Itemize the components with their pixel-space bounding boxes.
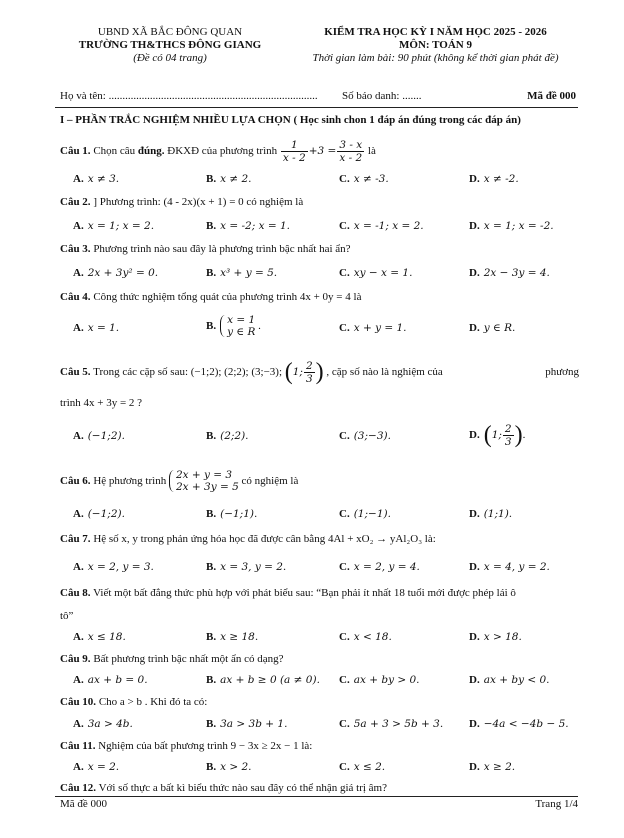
q11-option-a[interactable]: A. x = 2.	[73, 761, 120, 773]
district-name: UBND XÃ BẮC ĐÔNG QUAN	[97, 26, 243, 38]
q6-label: Câu 6.	[60, 475, 91, 487]
q8-option-c[interactable]: C. x < 18.	[339, 631, 392, 643]
q7-option-d[interactable]: D. x = 4, y = 2.	[469, 561, 550, 573]
q6-option-b[interactable]: B. (−1;1).	[206, 508, 258, 520]
q3-option-d[interactable]: D. 2x − 3y = 4.	[469, 267, 550, 279]
q11-label: Câu 11.	[60, 740, 96, 752]
q10-option-c[interactable]: C. 5a + 3 > 5b + 3.	[339, 718, 444, 730]
question-8-line2: tô”	[60, 610, 74, 622]
section-title: I – PHẦN TRẮC NGHIỆM NHIỀU LỰA CHỌN ( Học sinh chon 1 đáp án đúng trong các đáp án)	[60, 114, 521, 126]
student-name-label: Họ và tên: ............................................................................	[60, 90, 318, 102]
q3-label: Câu 3.	[60, 243, 91, 255]
q8-option-a[interactable]: A. x ≤ 18.	[73, 631, 126, 643]
q3-option-c[interactable]: C. xy − x = 1.	[339, 267, 413, 279]
student-info-line	[60, 90, 576, 104]
question-7	[60, 532, 579, 546]
question-4	[60, 290, 579, 304]
q2-option-c[interactable]: C. x = -1; x = 2.	[339, 220, 424, 232]
q5-option-c[interactable]: C. (3;−3).	[339, 430, 391, 442]
q3-option-a[interactable]: A. 2x + 3y² = 0.	[73, 267, 159, 279]
school-name: TRƯỜNG TH&THCS ĐÔNG GIANG	[78, 39, 262, 51]
q2-option-d[interactable]: D. x = 1; x = -2.	[469, 220, 554, 232]
q6-system: 2x + y = 3 2x + 3y = 5	[169, 469, 239, 493]
school-block	[55, 26, 285, 65]
question-9	[60, 652, 579, 666]
exam-header	[55, 26, 584, 76]
q4-option-a[interactable]: A. x = 1.	[73, 322, 120, 334]
q1-end: là	[367, 145, 376, 157]
q8-text: Viết một bất đẳng thức phù hợp với phát biểu sau: “Bạn phải ít nhất 18 tuổi mới được phép lái ô	[90, 587, 516, 599]
q1-option-d[interactable]: D. x ≠ -2.	[469, 173, 519, 185]
q11-option-b[interactable]: B. x > 2.	[206, 761, 252, 773]
q1-option-b[interactable]: B. x ≠ 2.	[206, 173, 252, 185]
q11-option-d[interactable]: D. x ≥ 2.	[469, 761, 516, 773]
q10-option-d[interactable]: D. −4a < −4b − 5.	[469, 718, 569, 730]
question-12	[60, 781, 579, 795]
q5-option-d[interactable]: D. (1; $\frac{2}{3}$ ).	[469, 422, 526, 449]
q6-option-d[interactable]: D. (1;1).	[469, 508, 513, 520]
q9-option-b[interactable]: B. ax + b ≥ 0 (a ≠ 0).	[206, 674, 320, 686]
q1-fraction-1: $\frac{1}{x - 2}$	[282, 138, 306, 164]
page-footer	[60, 798, 578, 812]
q1-mid: +3 =	[308, 145, 337, 157]
q1-bold: đúng.	[137, 145, 165, 157]
subject-name: MÔN: TOÁN 9	[399, 39, 472, 51]
q9-option-d[interactable]: D. ax + by < 0.	[469, 674, 550, 686]
q7-option-b[interactable]: B. x = 3, y = 2.	[206, 561, 287, 573]
q3-option-b[interactable]: B. x³ + y = 5.	[206, 267, 278, 279]
q12-label: Câu 12.	[60, 782, 97, 794]
time-note: Thời gian làm bài: 90 phút (không kể thời gian phát đề)	[312, 52, 559, 64]
q1-option-c[interactable]: C. x ≠ -3.	[339, 173, 389, 185]
q4-label: Câu 4.	[60, 291, 91, 303]
q8-option-d[interactable]: D. x > 18.	[469, 631, 522, 643]
q5-label: Câu 5.	[60, 366, 91, 378]
question-10	[60, 695, 579, 709]
student-id-label: Số báo danh: .......	[342, 90, 422, 102]
q4-option-d[interactable]: D. y ∈ R.	[469, 322, 516, 334]
question-11	[60, 739, 579, 753]
q7-option-c[interactable]: C. x = 2, y = 4.	[339, 561, 420, 573]
q1-option-a[interactable]: A. x ≠ 3.	[73, 173, 120, 185]
q6-option-c[interactable]: C. (1;−1).	[339, 508, 391, 520]
q4-option-b[interactable]: B. x = 1 y ∈ R .	[206, 314, 261, 339]
q2-option-b[interactable]: B. x = -2; x = 1.	[206, 220, 291, 232]
question-2	[60, 195, 579, 209]
footer-divider	[55, 796, 578, 797]
exam-code: Mã đề 000	[527, 90, 576, 102]
q4-text: Công thức nghiệm tổng quát của phương trình 4x + 0y = 4 là	[90, 291, 362, 303]
q5-text: Trong các cặp số sau: (−1;2); (2;2); (3;−3);	[90, 366, 282, 378]
q6-option-a[interactable]: A. (−1;2).	[73, 508, 125, 520]
q1-text2: ĐKXĐ của phương trình	[164, 145, 278, 157]
q8-label: Câu 8.	[60, 587, 91, 599]
q9-option-a[interactable]: A. ax + b = 0.	[73, 674, 148, 686]
question-1	[60, 138, 579, 164]
q1-fraction-2: $\frac{3 - x}{x - 2}$	[339, 138, 363, 164]
q2-text: ] Phương trình: (4 - 2x)(x + 1) = 0 có nghiệm là	[90, 196, 304, 208]
q1-text: Chọn câu	[90, 145, 138, 157]
q9-text: Bất phương trình bậc nhất một ẩn có dạng?	[90, 653, 284, 665]
q4-b-system: x = 1 y ∈ R	[220, 314, 255, 338]
q6-end: có nghiệm là	[241, 475, 299, 487]
q12-text: Với số thực a bất kì biểu thức nào sau đây có thể nhận giá trị âm?	[96, 782, 387, 794]
q7-text: Hệ số x, y trong phản ứng hóa học đã được cân bằng 4Al + xO₂ → yAl₂O₃ là:	[90, 533, 436, 545]
q5-fraction: $\frac{2}{3}$	[305, 359, 313, 385]
question-5: Câu 5. Trong các cặp số sau: (−1;2); (2;2); (3;−3); (1; $\frac{2}{3}$ ) , cặp số nào là nghiệm của phương	[60, 359, 579, 386]
top-divider	[55, 107, 578, 108]
q6-text: Hệ phương trình	[90, 475, 167, 487]
q1-label: Câu 1.	[60, 145, 91, 157]
q5-option-a[interactable]: A. (−1;2).	[73, 430, 125, 442]
question-5-line2: trình 4x + 3y = 2 ?	[60, 397, 143, 409]
q5-tail: phương	[545, 366, 579, 378]
page-count-note: (Đề có 04 trang)	[133, 52, 207, 64]
footer-exam-code: Mã đề 000	[60, 798, 108, 810]
q5-option-b[interactable]: B. (2;2).	[206, 430, 249, 442]
q3-text: Phương trình nào sau đây là phương trình bậc nhất hai ẩn?	[90, 243, 351, 255]
q11-text: Nghiệm của bất phương trình 9 − 3x ≥ 2x − 1 là:	[95, 740, 313, 752]
q5-after: , cặp số nào là nghiệm của	[326, 366, 443, 378]
q9-option-c[interactable]: C. ax + by > 0.	[339, 674, 420, 686]
question-8	[60, 586, 579, 600]
q7-option-a[interactable]: A. x = 2, y = 3.	[73, 561, 154, 573]
q8-option-b[interactable]: B. x ≥ 18.	[206, 631, 259, 643]
question-6	[60, 466, 579, 496]
q2-option-a[interactable]: A. x = 1; x = 2.	[73, 220, 155, 232]
q10-text: Cho a > b . Khi đó ta có:	[96, 696, 208, 708]
question-3	[60, 242, 579, 256]
q9-label: Câu 9.	[60, 653, 91, 665]
q4-option-c[interactable]: C. x + y = 1.	[339, 322, 407, 334]
exam-title-block	[287, 26, 584, 65]
q10-option-a[interactable]: A. 3a > 4b.	[73, 718, 133, 730]
q2-label: Câu 2.	[60, 196, 91, 208]
q11-option-c[interactable]: C. x ≤ 2.	[339, 761, 386, 773]
q10-label: Câu 10.	[60, 696, 97, 708]
page-number: Trang 1/4	[535, 798, 578, 810]
exam-title: KIỂM TRA HỌC KỲ I NĂM HỌC 2025 - 2026	[324, 26, 547, 38]
q10-option-b[interactable]: B. 3a > 3b + 1.	[206, 718, 288, 730]
q7-label: Câu 7.	[60, 533, 91, 545]
